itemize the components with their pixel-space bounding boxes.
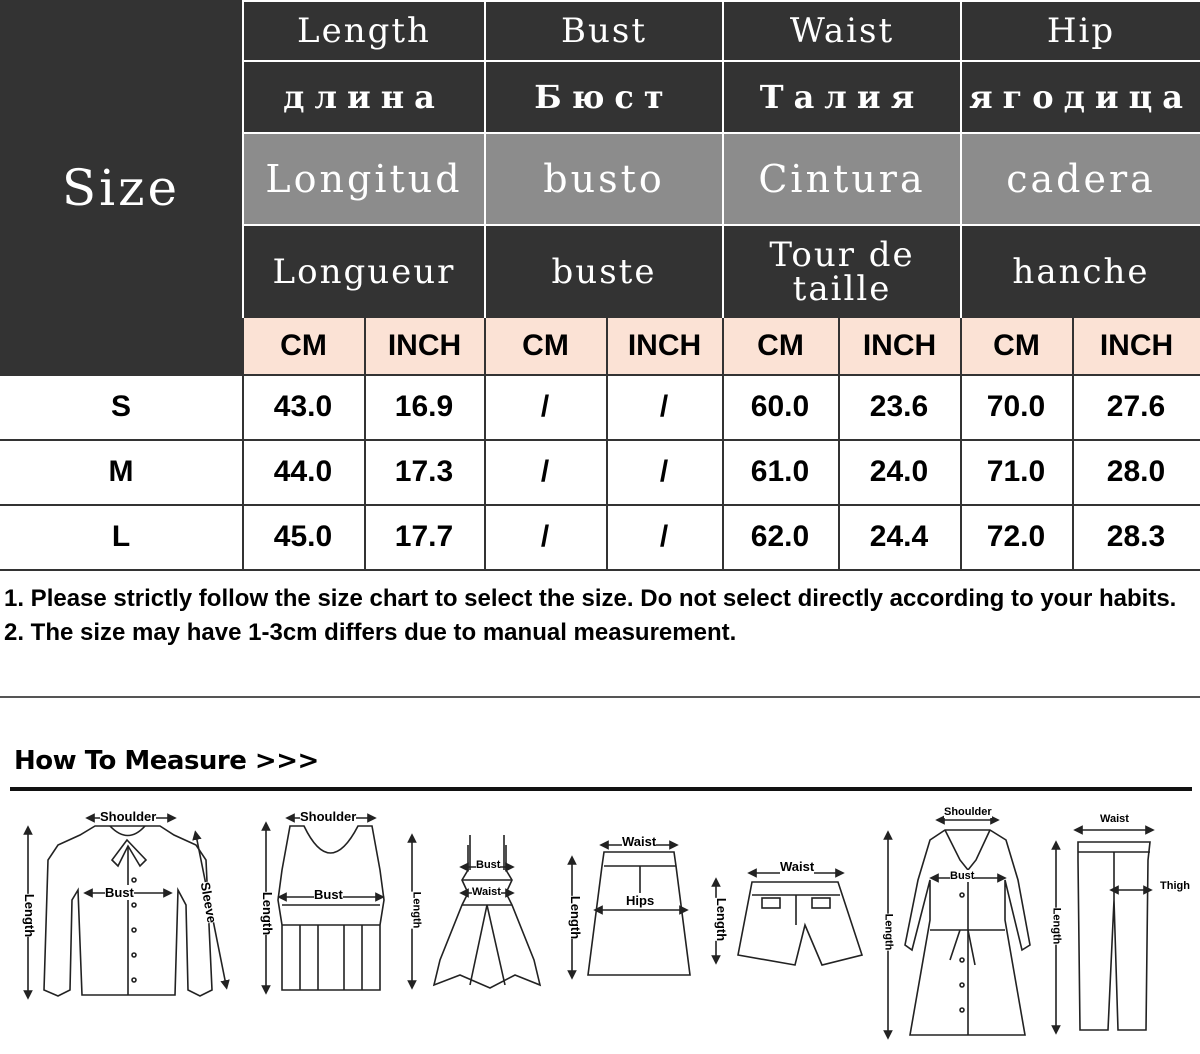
- skirt-waist-label: Waist: [622, 834, 657, 849]
- header-en-label-1: Bust: [561, 11, 647, 51]
- value-cell-r2-c7: 28.3: [1106, 520, 1166, 553]
- header-fr-col-2: [724, 226, 960, 318]
- strap-dress-illustration: [412, 835, 540, 988]
- header-fr-col-0: [244, 226, 484, 318]
- value-cell-r0-c2: /: [540, 390, 550, 423]
- table-grid-line: [242, 318, 244, 569]
- value-cell-r2-c4: 62.0: [750, 520, 810, 553]
- header-en-col-3: [962, 2, 1200, 60]
- value-cell-r2-c2: /: [540, 520, 550, 553]
- tank-shoulder-label: Shoulder: [300, 809, 357, 824]
- unit-header-0: CM: [243, 318, 364, 374]
- header-en-label-3: Hip: [1046, 11, 1116, 51]
- value-cell-r1-c5: 24.0: [869, 455, 929, 488]
- value-cell-r2-c3: /: [659, 520, 669, 553]
- dress-length-label: Length: [410, 891, 423, 929]
- table-grid-line: [838, 318, 840, 569]
- unit-header-7: INCH: [1073, 318, 1200, 374]
- dress-waist-label: Waist: [472, 886, 501, 898]
- value-cell-r0-c7: 27.6: [1106, 390, 1166, 423]
- value-cell-r2-c0: 45.0: [273, 520, 333, 553]
- header-fr-label-0: Longueur: [272, 252, 456, 292]
- header-es-col-2: [724, 134, 960, 224]
- blouse-sleeve-label: Sleeve: [197, 880, 220, 925]
- unit-header-4: CM: [723, 318, 838, 374]
- table-grid-line: [960, 318, 962, 569]
- value-cell-r0-c4: 60.0: [750, 390, 810, 423]
- header-es-col-1: [486, 134, 722, 224]
- notes-block: [4, 582, 1194, 650]
- value-cell-r1-c7: 28.0: [1106, 455, 1166, 488]
- value-cell-r0-c5: 23.6: [869, 390, 929, 423]
- header-en-col-2: [724, 2, 960, 60]
- how-to-measure-title: How To Measure >>>: [14, 746, 319, 776]
- unit-header-6: CM: [961, 318, 1072, 374]
- table-grid-line: [722, 318, 724, 569]
- blouse-length-label: Length: [22, 893, 38, 938]
- header-es-label-1: busto: [543, 157, 665, 201]
- size-header-cell: [0, 0, 242, 375]
- value-cell-r1-c2: /: [540, 455, 550, 488]
- header-fr-label-1: buste: [551, 252, 657, 292]
- trousers-illustration: [1056, 830, 1150, 1030]
- value-cell-r2-c1: 17.7: [394, 520, 454, 553]
- header-es-label-0: Longitud: [265, 157, 463, 201]
- value-cell-r0-c3: /: [659, 390, 669, 423]
- unit-header-2: CM: [485, 318, 606, 374]
- header-ru-col-1: [486, 62, 722, 132]
- tank-length-label: Length: [260, 891, 276, 936]
- dress-bust-label: Bust: [476, 859, 501, 871]
- value-cell-r1-c0: 44.0: [273, 455, 333, 488]
- skirt-illustration: [572, 845, 690, 975]
- table-grid-line: [0, 374, 1200, 376]
- value-cell-r1-c3: /: [659, 455, 669, 488]
- shorts-illustration: [716, 873, 862, 965]
- unit-header-3: INCH: [607, 318, 722, 374]
- header-fr-col-3: [962, 226, 1200, 318]
- header-es-label-2: Cintura: [758, 157, 926, 201]
- notes-divider: [0, 696, 1200, 698]
- header-fr-label-2: Tour de taille: [769, 235, 915, 309]
- header-es-label-3: cadera: [1006, 157, 1156, 201]
- value-cell-r1-c4: 61.0: [750, 455, 810, 488]
- shorts-waist-label: Waist: [780, 859, 815, 874]
- header-en-label-2: Waist: [789, 11, 895, 51]
- value-cell-r0-c1: 16.9: [394, 390, 454, 423]
- size-cell-1: M: [108, 455, 134, 488]
- header-ru-col-0: [244, 62, 484, 132]
- unit-header-5: INCH: [839, 318, 960, 374]
- header-ru-label-0: длина: [283, 78, 445, 116]
- table-grid-line: [484, 318, 486, 569]
- table-grid-line: [606, 318, 608, 569]
- trousers-length-label: Length: [1050, 907, 1063, 945]
- tank-illustration: [266, 818, 384, 990]
- header-ru-label-3: ягодица: [968, 78, 1194, 116]
- note-line-2: 2. The size may have 1-3cm differs due to manual measurement.: [4, 619, 737, 646]
- measurement-illustrations: [0, 795, 1200, 1054]
- header-en-col-1: [486, 2, 722, 60]
- header-es-col-0: [244, 134, 484, 224]
- size-cell-0: S: [110, 390, 131, 423]
- value-cell-r0-c6: 70.0: [986, 390, 1046, 423]
- shorts-length-label: Length: [714, 897, 730, 942]
- coat-dress-illustration: [888, 820, 1030, 1035]
- skirt-hips-label: Hips: [626, 893, 655, 908]
- coat-shoulder-label: Shoulder: [944, 806, 992, 818]
- blouse-illustration: [28, 818, 226, 996]
- how-to-measure-rule: [10, 787, 1192, 791]
- value-cell-r2-c6: 72.0: [986, 520, 1046, 553]
- header-ru-col-2: [724, 62, 960, 132]
- value-cell-r0-c0: 43.0: [273, 390, 333, 423]
- blouse-bust-label: Bust: [105, 885, 134, 900]
- header-fr-col-1: [486, 226, 722, 318]
- trousers-thigh-label: Thigh: [1160, 880, 1190, 892]
- header-en-label-0: Length: [297, 11, 431, 51]
- header-ru-label-1: Бюст: [534, 78, 674, 116]
- header-ru-label-2: Талия: [759, 78, 925, 116]
- skirt-length-label: Length: [568, 895, 584, 940]
- size-cell-2: L: [111, 520, 131, 553]
- header-fr-label-3: hanche: [1012, 252, 1150, 292]
- value-cell-r1-c1: 17.3: [394, 455, 454, 488]
- coat-length-label: Length: [882, 913, 895, 951]
- value-cell-r1-c6: 71.0: [986, 455, 1046, 488]
- note-line-1: 1. Please strictly follow the size chart to select the size. Do not select directly according to your habits.: [4, 585, 1177, 612]
- blouse-shoulder-label: Shoulder: [100, 809, 157, 824]
- table-grid-line: [0, 439, 1200, 441]
- header-ru-col-3: [962, 62, 1200, 132]
- size-header-label: Size: [61, 158, 181, 217]
- table-grid-line: [0, 504, 1200, 506]
- table-grid-line: [0, 569, 1200, 571]
- unit-header-1: INCH: [365, 318, 484, 374]
- coat-bust-label: Bust: [950, 870, 975, 882]
- header-es-col-3: [962, 134, 1200, 224]
- value-cell-r2-c5: 24.4: [869, 520, 929, 553]
- header-en-col-0: [244, 2, 484, 60]
- trousers-waist-label: Waist: [1100, 813, 1129, 825]
- tank-bust-label: Bust: [314, 887, 343, 902]
- table-grid-line: [1072, 318, 1074, 569]
- table-grid-line: [364, 318, 366, 569]
